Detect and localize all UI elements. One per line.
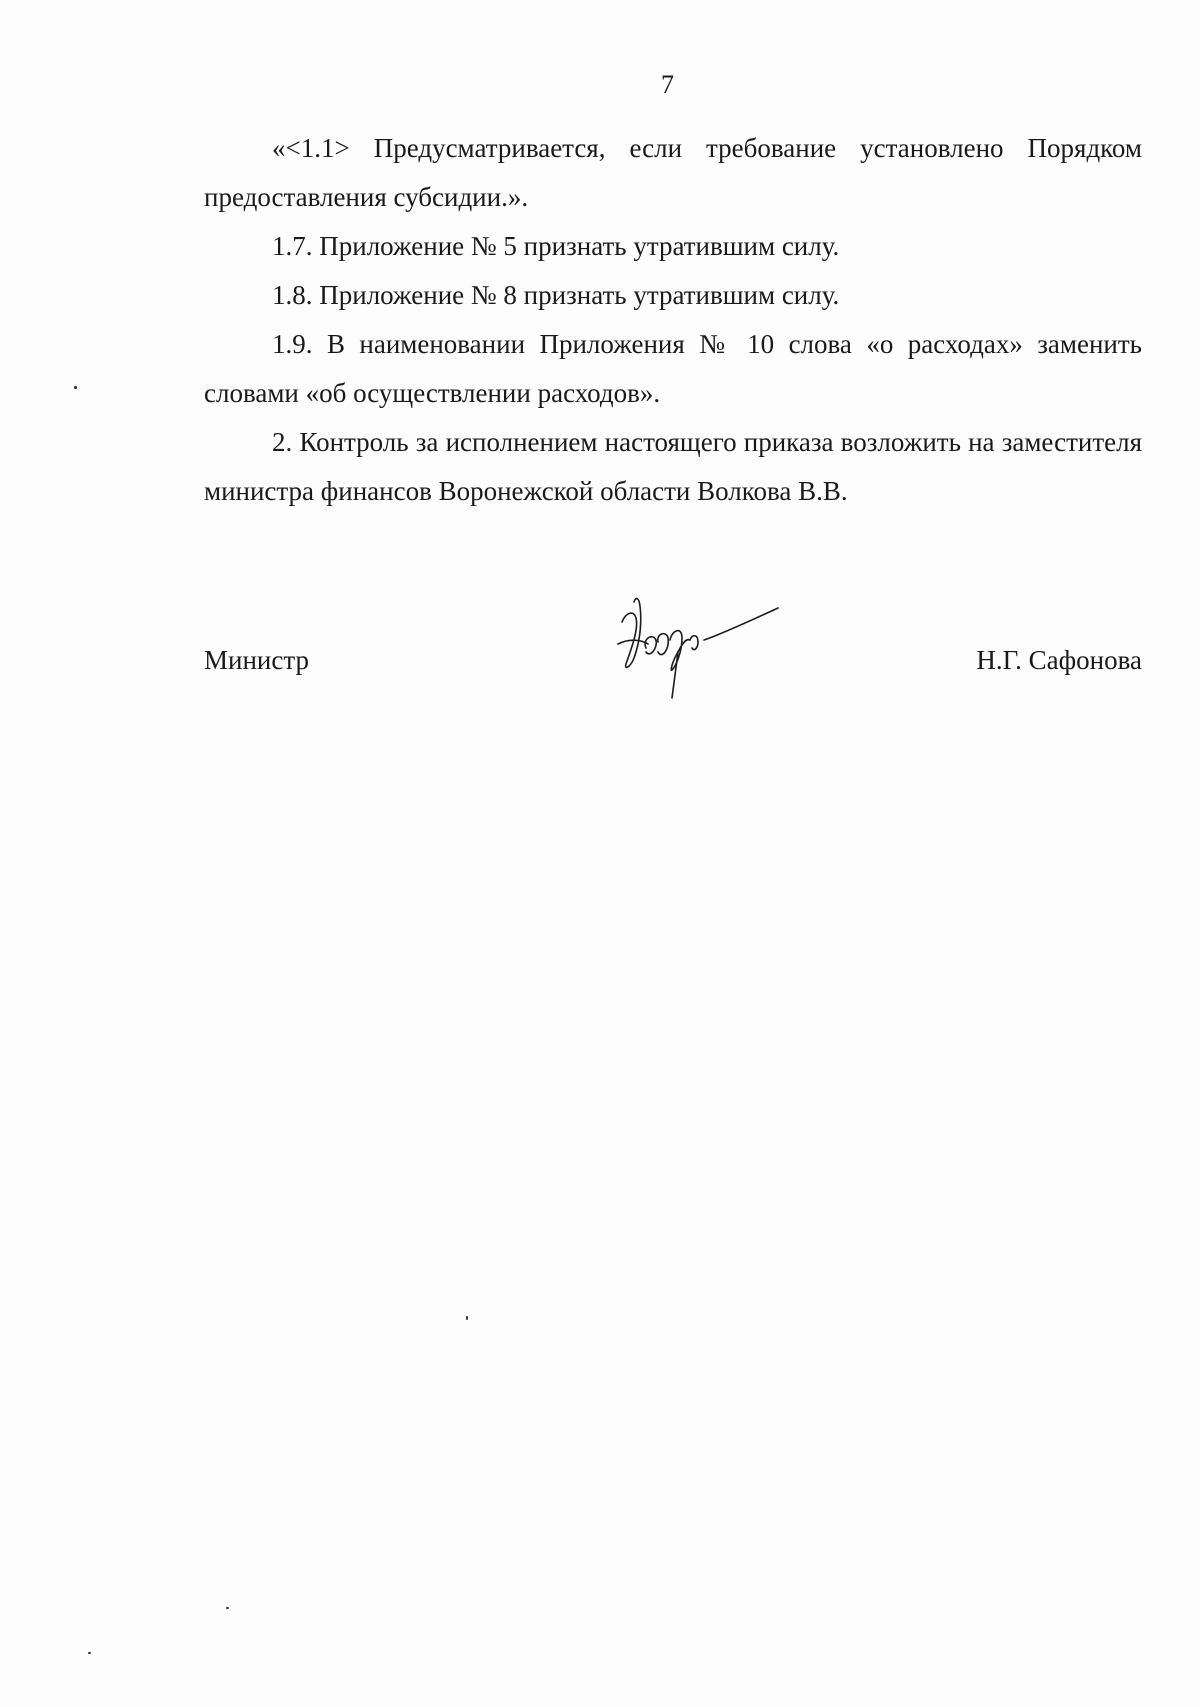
document-body	[204, 124, 1142, 516]
paragraph-2: 2. Контроль за исполнением настоящего приказа возложить на заместителя министра финансов Воронежской области Волкова В.В.	[204, 427, 1142, 506]
signature-block	[204, 640, 1142, 680]
signatory-title: Министр	[204, 645, 309, 675]
scan-speck	[88, 1652, 91, 1654]
scan-speck	[74, 386, 77, 389]
paragraph-footnote: «<1.1> Предусматривается, если требование установлено Порядком предоставления субсидии.».	[204, 133, 1142, 212]
scan-speck	[466, 1316, 468, 1320]
paragraph-1-8: 1.8. Приложение № 8 признать утратившим силу.	[272, 280, 840, 310]
scan-speck	[226, 1607, 229, 1609]
signatory-name: Н.Г. Сафонова	[976, 645, 1142, 675]
page-number: 7	[661, 70, 674, 99]
paragraph-1-7: 1.7. Приложение № 5 признать утратившим силу.	[272, 231, 840, 261]
paragraph-1-9: 1.9. В наименовании Приложения № 10 слова «о расходах» заменить словами «об осуществлении расходов».	[204, 329, 1142, 408]
